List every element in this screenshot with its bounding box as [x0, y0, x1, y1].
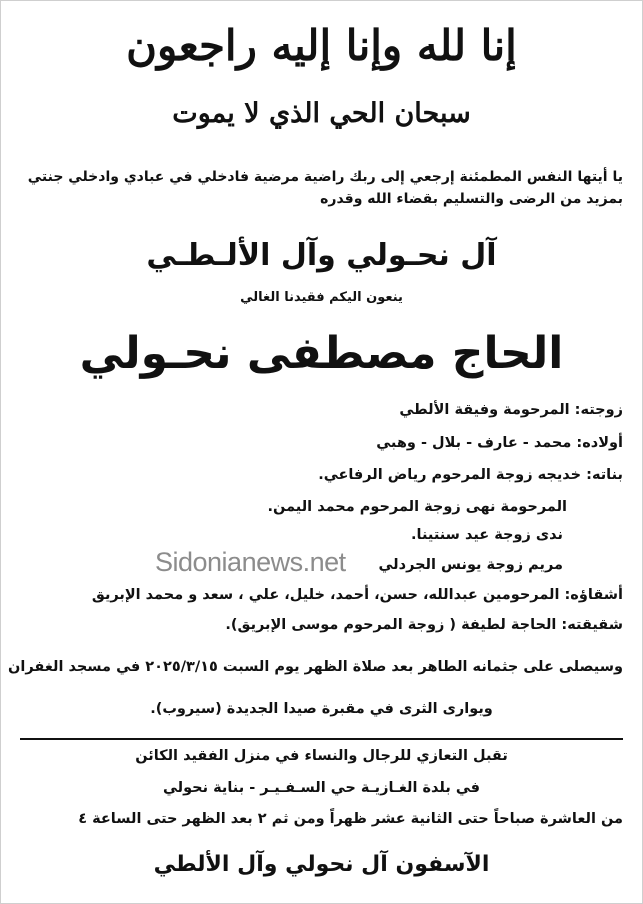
daughter-line-2: المرحومة نهى زوجة المرحوم محمد اليمن. — [267, 499, 567, 515]
daughter-line-3: ندى زوجة عيد سنتينا. — [411, 527, 563, 543]
quran-calligraphy-main: إنا لله وإنا إليه راجعون — [126, 21, 517, 70]
sister-line: شقيقته: الحاجة لطيفة ( زوجة المرحوم موسى الإبريق). — [225, 617, 623, 633]
calligraphy-subtitle: سبحان الحي الذي لا يموت — [172, 98, 471, 129]
funeral-line-1: وسيصلى على جثمانه الطاهر بعد صلاة الظهر يوم السبت ٢٠٢٥/٣/١٥ في مسجد الغفران — [8, 659, 623, 675]
funeral-line-2: ويوارى الثرى في مقبرة صيدا الجديدة (سيروب). — [150, 701, 493, 717]
family-names-title: آل نحـولي وآل الألـطـي — [146, 238, 497, 273]
brothers-line: أشقاؤه: المرحومين عبدالله، حسن، أحمد، خليل، علي ، سعد و محمد الإبريق — [91, 587, 623, 603]
verse-line-2: بمزيد من الرضى والتسليم بقضاء الله وقدره — [320, 191, 623, 207]
condolences-line-3: من العاشرة صباحاً حتى الثانية عشر ظهراً ومن ثم ٢ بعد الظهر حتى الساعة ٤ — [78, 811, 623, 827]
wife-line: زوجته: المرحومة وفيقة الألطي — [399, 402, 623, 418]
divider-line — [20, 738, 623, 740]
condolences-line-2: في بلدة الغـازيـة حي السـفـيـر - بناية نحولي — [162, 780, 481, 796]
mourners-line: الآسفون آل نحولي وآل الألطي — [153, 852, 490, 877]
deceased-name: الحاج مصطفى نحـولي — [79, 328, 564, 379]
watermark-text: Sidonianews.net — [155, 547, 346, 577]
daughter-line-4: مريم زوجة يونس الجردلي — [378, 557, 563, 573]
sons-line: أولاده: محمد - عارف - بلال - وهبي — [376, 435, 623, 451]
obituary-notice — [8, 6, 623, 898]
verse-line-1: يا أيتها النفس المطمئنة إرجعي إلى ربك راضية مرضية فادخلي في عبادي وادخلي جنتي — [27, 169, 623, 185]
announcement-text: ينعون اليكم فقيدنا الغالي — [240, 290, 403, 305]
condolences-line-1: تقبل التعازي للرجال والنساء في منزل الفقيد الكائن — [135, 748, 508, 764]
daughter-line-1: بناته: خديجه زوجة المرحوم رياض الرفاعي. — [318, 467, 623, 483]
